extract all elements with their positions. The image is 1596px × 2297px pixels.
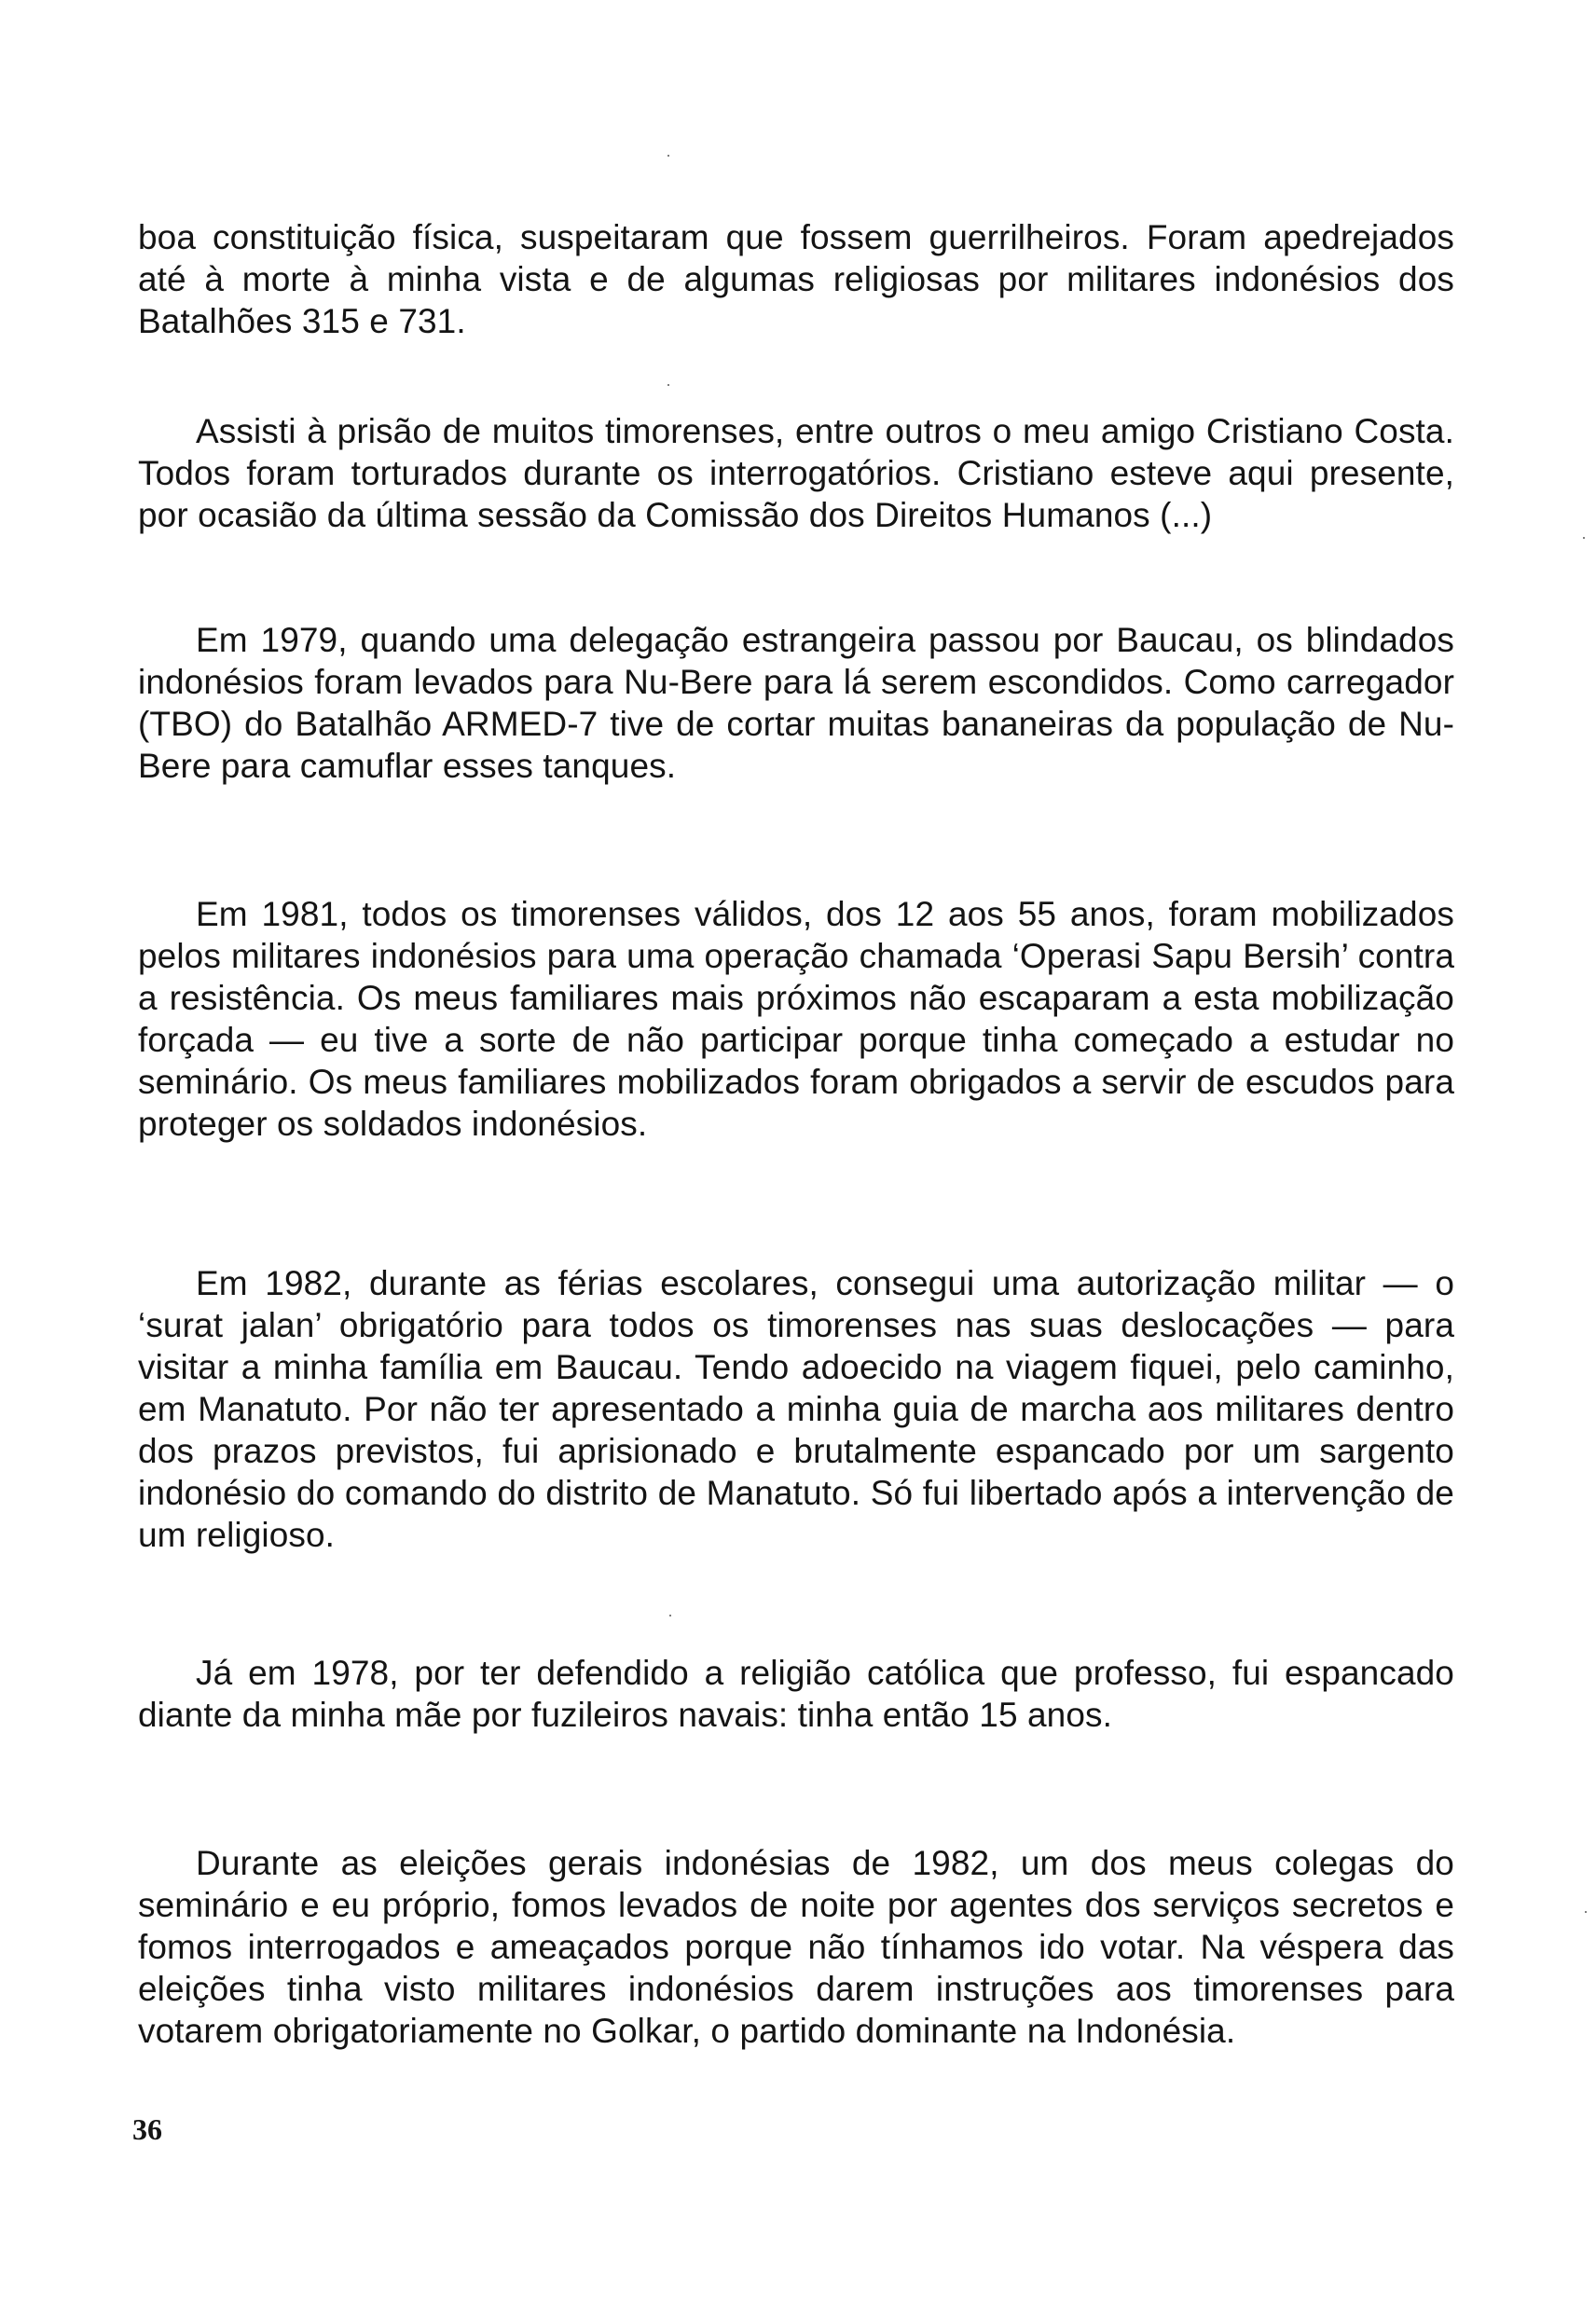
scan-speck (1585, 1911, 1587, 1913)
page-number: 36 (132, 2112, 162, 2146)
paragraph-1982-manatuto: Em 1982, durante as férias escolares, consegui uma autorização militar — o ‘surat jalan’ obrigatório para todos os timorenses nas suas deslocações — para visitar a minha família em Baucau. Tendo adoecido na viagem fiquei, pelo caminho, em Manatuto. Por não ter apresentado a minha guia de marcha aos militares dentro dos prazos previstos, fui aprisionado e brutalmente espancado por um sargento indonésio do comando do distrito de Manatuto. Só fui libertado após a intervenção de um religioso. (138, 1264, 1454, 1554)
paragraph-1978-religiao: Já em 1978, por ter defendido a religião católica que professo, fui espancado diante da minha mãe por fuzileiros navais: tinha então 15 anos. (138, 1654, 1454, 1734)
paragraph-cristiano-costa: Assisti à prisão de muitos timorenses, entre outros o meu amigo Cristiano Costa. Todos foram torturados durante os interrogatórios. Cristiano esteve aqui presente, por ocasião da última sessão da Comissão dos Direitos Humanos (...) (138, 412, 1454, 534)
paragraph-batalhoes: boa constituição física, suspeitaram que fossem guerrilheiros. Foram apedrejados até à morte à minha vista e de algumas religiosas por militares indonésios dos Batalhões 315 e 731. (138, 218, 1454, 340)
scan-speck (667, 384, 669, 386)
scan-speck (667, 155, 669, 157)
paragraph-1981-operasi: Em 1981, todos os timorenses válidos, dos 12 aos 55 anos, foram mobilizados pelos militares indonésios para uma operação chamada ‘Operasi Sapu Bersih’ contra a resistência. Os meus familiares mais próximos não escaparam a esta mobilização forçada — eu tive a sorte de não participar porque tinha começado a estudar no seminário. Os meus familiares mobilizados foram obrigados a servir de escudos para proteger os soldados indonésios. (138, 895, 1454, 1143)
paragraph-1979-baucau: Em 1979, quando uma delegação estrangeira passou por Baucau, os blindados indonésios foram levados para Nu-Bere para lá serem escondidos. Como carregador (TBO) do Batalhão ARMED-7 tive de cortar muitas bananeiras da população de Nu-Bere para camuflar esses tanques. (138, 621, 1454, 785)
scan-speck (669, 1615, 671, 1616)
paragraph-eleicoes-1982: Durante as eleições gerais indonésias de 1982, um dos meus colegas do seminário e eu próprio, fomos levados de noite por agentes dos serviços secretos e fomos interrogados e ameaçados porque não tínhamos ido votar. Na véspera das eleições tinha visto militares indonésios darem instruções aos timorenses para votarem obrigatoriamente no Golkar, o partido dominante na Indonésia. (138, 1844, 1454, 2050)
scan-speck (1583, 537, 1585, 539)
